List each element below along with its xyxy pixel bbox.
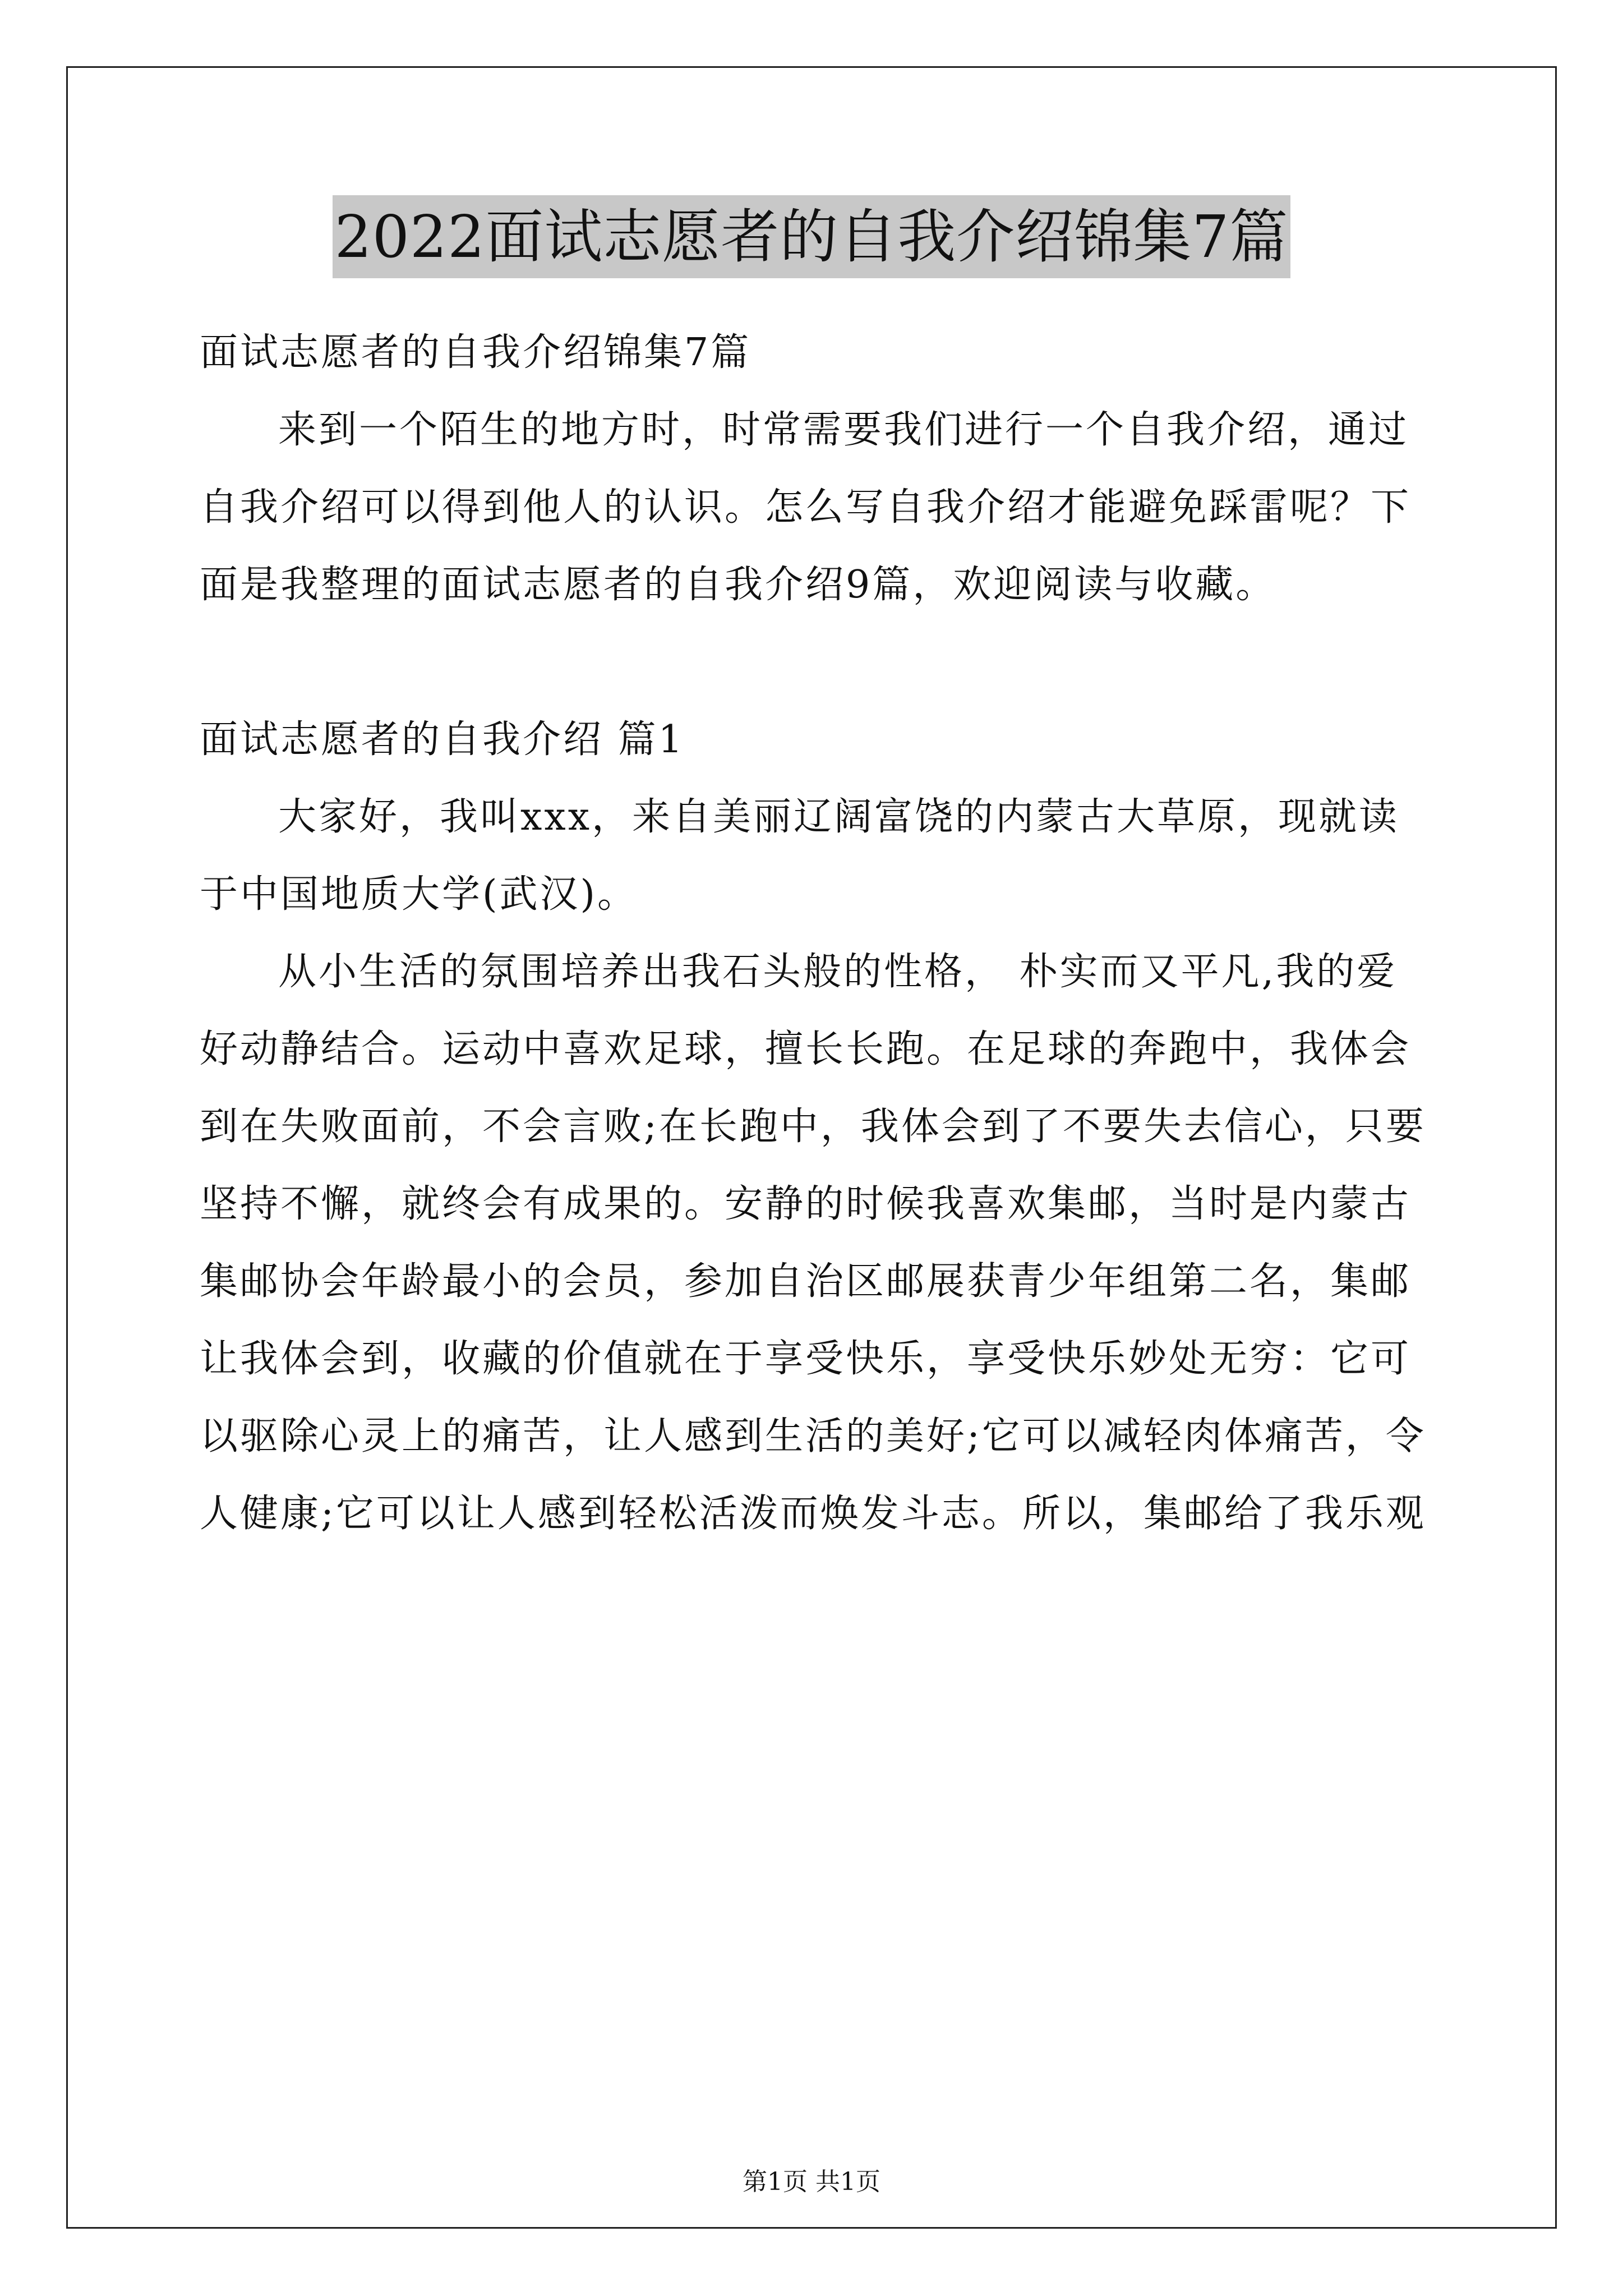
page-footer: 第1页 共1页 xyxy=(743,2168,880,2196)
document-title: 2022面试志愿者的自我介绍锦集7篇 xyxy=(333,195,1291,278)
paragraph-line: 从小生活的氛围培养出我石头般的性格， 朴实而又平凡,我的爱 xyxy=(278,950,1398,994)
document-subtitle: 面试志愿者的自我介绍锦集7篇 xyxy=(200,330,751,375)
paragraph-line: 以驱除心灵上的痛苦，让人感到生活的美好;它可以减轻肉体痛苦，令 xyxy=(200,1414,1426,1458)
intro-line: 来到一个陌生的地方时，时常需要我们进行一个自我介绍，通过 xyxy=(278,408,1409,452)
paragraph-line: 集邮协会年龄最小的会员，参加自治区邮展获青少年组第二名，集邮 xyxy=(200,1259,1412,1304)
title-container xyxy=(0,195,1623,278)
section-heading: 面试志愿者的自我介绍 篇1 xyxy=(200,717,685,762)
paragraph-line: 坚持不懈，就终会有成果的。安静的时候我喜欢集邮，当时是内蒙古 xyxy=(200,1182,1412,1226)
paragraph-gap xyxy=(200,624,1423,701)
document-body xyxy=(200,314,1426,1553)
paragraph-line: 让我体会到，收藏的价值就在于享受快乐，享受快乐妙处无穷：它可 xyxy=(200,1337,1412,1381)
paragraph-line: 到在失败面前，不会言败;在长跑中，我体会到了不要失去信心，只要 xyxy=(200,1105,1426,1149)
paragraph-line: 好动静结合。运动中喜欢足球，擅长长跑。在足球的奔跑中，我体会 xyxy=(200,1027,1412,1071)
paragraph-line: 于中国地质大学(武汉)。 xyxy=(200,872,638,917)
paragraph-line: 人健康;它可以让人感到轻松活泼而焕发斗志。所以，集邮给了我乐观 xyxy=(200,1492,1426,1536)
paragraph-line: 大家好，我叫xxx，来自美丽辽阔富饶的内蒙古大草原，现就读 xyxy=(278,795,1400,839)
intro-line: 面是我整理的面试志愿者的自我介绍9篇，欢迎阅读与收藏。 xyxy=(200,563,1276,607)
intro-line: 自我介绍可以得到他人的认识。怎么写自我介绍才能避免踩雷呢？下 xyxy=(200,485,1412,530)
